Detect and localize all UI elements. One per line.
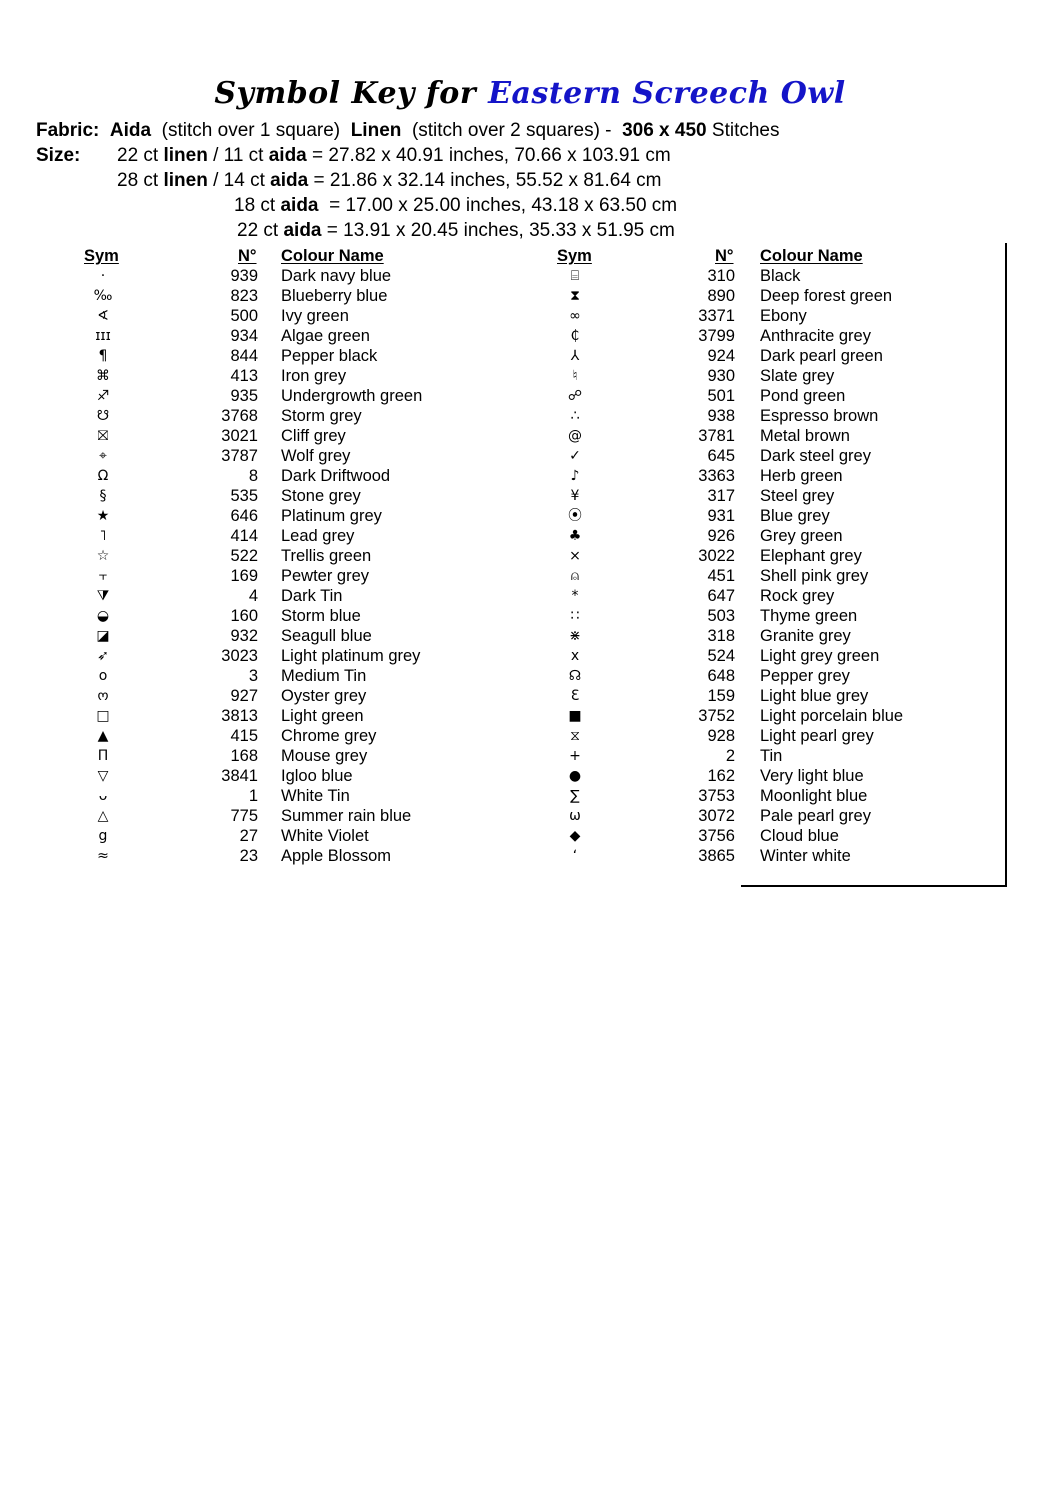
fabric-linen: Linen [350,120,402,141]
colour-name: Light green [281,707,364,725]
symbol-glyph-icon: · [100,268,106,284]
colour-name: Elephant grey [760,547,862,565]
size-sep: / 11 ct [207,145,269,166]
header-sym: Sym [557,247,592,265]
symbol-glyph-icon: ⨯ [569,548,581,564]
colour-name: Ebony [760,307,807,325]
colour-name: Undergrowth green [281,387,423,405]
size-dimensions: = 17.00 x 25.00 inches, 43.18 x 63.50 cm [318,195,678,216]
colour-name: Dark pearl green [760,347,883,365]
size-fabric: linen [163,145,208,166]
colour-name: Anthracite grey [760,327,871,345]
symbol-glyph-icon: ♐ [96,388,110,404]
colour-name: Chrome grey [281,727,377,745]
colour-name: Slate grey [760,367,835,385]
thread-number: 503 [707,607,735,625]
symbol-glyph-icon: ⛝ [97,428,109,444]
thread-number: 413 [230,367,258,385]
symbol-glyph-icon: ♪ [570,468,580,484]
colour-name: White Tin [281,787,350,805]
symbol-glyph-icon: § [99,488,107,504]
stitch-count: 306 x 450 [622,120,707,141]
thread-number: 3781 [698,427,735,445]
thread-number: 522 [230,547,258,565]
thread-number: 3023 [221,647,258,665]
thread-number: 3787 [221,447,258,465]
symbol-glyph-icon: ☍ [567,388,583,404]
right-border-line [1005,243,1007,886]
size-ct: 28 ct [117,170,159,191]
thread-number: 501 [707,387,735,405]
symbol-glyph-icon: ⧩ [96,588,110,604]
size-label [36,145,80,167]
thread-number: 3865 [698,847,735,865]
thread-number: 927 [230,687,258,705]
thread-number: 3813 [221,707,258,725]
symbol-glyph-icon: ɪɪɪ [95,328,111,344]
colour-name: Light grey green [760,647,880,665]
symbol-glyph-icon: ⦿ [568,508,582,524]
thread-number: 930 [707,367,735,385]
symbol-glyph-icon: ➶ [97,648,109,664]
colour-name: Tin [760,747,783,765]
thread-number: 317 [707,487,735,505]
thread-number: 4 [248,587,258,605]
colour-name: Algae green [281,327,370,345]
colour-name: Cloud blue [760,827,839,845]
colour-name: Storm blue [281,607,361,625]
size-label-text: Size: [36,145,81,166]
thread-number: 318 [707,627,735,645]
colour-name: Summer rain blue [281,807,412,825]
thread-number: 23 [239,847,258,865]
colour-name: Black [760,267,801,285]
header-num: N° [238,247,257,265]
size-dimensions: = 21.86 x 32.14 inches, 55.52 x 81.64 cm [308,170,662,191]
symbol-glyph-icon: ⅄ [570,348,580,364]
thread-number: 647 [707,587,735,605]
symbol-glyph-icon: ⌸ [570,268,580,284]
colour-name: Storm grey [281,407,362,425]
symbol-glyph-icon: ∴ [570,408,580,424]
colour-name: Pepper black [281,347,378,365]
thread-number: 3756 [698,827,735,845]
colour-name: Cliff grey [281,427,346,445]
size-dimensions: = 13.91 x 20.45 inches, 35.33 x 51.95 cm [321,220,675,241]
thread-number: 939 [230,267,258,285]
colour-name: Wolf grey [281,447,351,465]
size-ct: 22 ct [117,145,159,166]
colour-name: Pale pearl grey [760,807,871,825]
symbol-glyph-icon: * [571,588,579,604]
thread-number: 3752 [698,707,735,725]
colour-name: Dark navy blue [281,267,392,285]
symbol-glyph-icon: ʻ [572,848,578,864]
symbol-glyph-icon: Π [97,748,109,764]
thread-number: 3021 [221,427,258,445]
colour-name: Metal brown [760,427,850,445]
thread-number: 648 [707,667,735,685]
symbol-glyph-icon: ‰ [93,288,113,304]
colour-name: Pond green [760,387,846,405]
symbol-glyph-icon: ◆ [569,828,581,844]
symbol-glyph-icon: ო [97,688,109,704]
thread-number: 524 [707,647,735,665]
colour-name: Light blue grey [760,687,869,705]
colour-name: Ivy green [281,307,349,325]
size-fabric: aida [270,170,309,191]
thread-number: 935 [230,387,258,405]
symbol-glyph-icon: ⧖ [570,728,580,744]
colour-name: Platinum grey [281,507,382,525]
thread-number: 8 [248,467,258,485]
thread-number: 535 [230,487,258,505]
symbol-glyph-icon: ☆ [96,548,110,564]
symbol-glyph-icon: ☋ [96,408,110,424]
symbol-glyph-icon: ω [569,808,581,824]
colour-name: White Violet [281,827,369,845]
thread-number: 645 [707,447,735,465]
colour-name: Stone grey [281,487,361,505]
colour-name: Dark Tin [281,587,343,605]
size-sep: / 14 ct [207,170,271,191]
symbol-glyph-icon: ■ [568,708,582,724]
thread-number: 924 [707,347,735,365]
colour-name: Light pearl grey [760,727,874,745]
thread-number: 646 [230,507,258,525]
thread-number: 3072 [698,807,735,825]
header-colour-name: Colour Name [760,247,863,265]
size-ct: 18 ct [234,195,276,216]
thread-number: 168 [230,747,258,765]
thread-number: 890 [707,287,735,305]
colour-name: Blueberry blue [281,287,388,305]
symbol-glyph-icon: ● [568,768,582,784]
size-line-4 [237,220,675,242]
symbol-glyph-icon: ☊ [568,668,582,684]
thread-number: 1 [248,787,258,805]
symbol-glyph-icon: ∞ [569,308,581,324]
colour-name: Shell pink grey [760,567,869,585]
colour-name: Apple Blossom [281,847,392,865]
colour-name: Light platinum grey [281,647,421,665]
thread-number: 3841 [221,767,258,785]
colour-name: Moonlight blue [760,787,868,805]
symbol-glyph-icon: Ɛ [570,688,580,704]
symbol-glyph-icon: ♮ [572,368,578,384]
symbol-glyph-icon: ᴗ [98,788,108,804]
thread-number: 500 [230,307,258,325]
size-line-1 [117,145,671,167]
symbol-glyph-icon: ¥ [570,488,580,504]
symbol-glyph-icon: ⍝ [570,568,580,584]
thread-number: 823 [230,287,258,305]
thread-number: 310 [707,267,735,285]
colour-name: Lead grey [281,527,355,545]
thread-number: 2 [725,747,735,765]
size-fabric: aida [283,220,322,241]
symbol-glyph-icon: ⧗ [570,288,580,304]
symbol-glyph-icon: ∷ [570,608,580,624]
bottom-border-line [741,885,1007,887]
pattern-name: Eastern Screech Owl [488,76,846,111]
colour-name: Light porcelain blue [760,707,904,725]
symbol-glyph-icon: ∢ [97,308,109,324]
title-prefix: Symbol Key for [214,76,477,111]
symbol-glyph-icon: ˥ [99,528,107,544]
size-fabric: aida [268,145,307,166]
thread-number: 928 [707,727,735,745]
colour-name: Deep forest green [760,287,893,305]
symbol-glyph-icon: @ [568,428,582,444]
colour-name: Blue grey [760,507,830,525]
thread-number: 3768 [221,407,258,425]
thread-number: 3022 [698,547,735,565]
symbol-glyph-icon: Ω [97,468,109,484]
thread-number: 169 [230,567,258,585]
size-fabric: aida [280,195,319,216]
size-line-2 [117,170,662,192]
colour-name: Pepper grey [760,667,850,685]
colour-name: Iron grey [281,367,347,385]
fabric-aida: Aida [109,120,152,141]
thread-number: 3753 [698,787,735,805]
colour-name: Herb green [760,467,843,485]
thread-number: 415 [230,727,258,745]
colour-name: Granite grey [760,627,851,645]
colour-name: Espresso brown [760,407,879,425]
symbol-glyph-icon: ▲ [97,728,109,744]
symbol-glyph-icon: ≈ [97,848,109,864]
thread-number: 162 [707,767,735,785]
colour-name: Pewter grey [281,567,370,585]
fabric-linen-note: (stitch over 2 squares) - [411,120,612,141]
colour-name: Rock grey [760,587,835,605]
stitches-word: Stitches [711,120,780,141]
symbol-glyph-icon: g [98,828,108,844]
header-colour-name: Colour Name [281,247,384,265]
symbol-glyph-icon: ♣ [568,528,582,544]
symbol-glyph-icon: ★ [96,508,110,524]
symbol-glyph-icon: ₵ [570,328,580,344]
colour-name: Dark Driftwood [281,467,391,485]
thread-number: 844 [230,347,258,365]
thread-number: 3 [248,667,258,685]
thread-number: 932 [230,627,258,645]
thread-number: 159 [707,687,735,705]
fabric-line [36,120,779,142]
header-num: N° [715,247,734,265]
thread-number: 934 [230,327,258,345]
size-ct: 22 ct [237,220,279,241]
symbol-glyph-icon: ◒ [96,608,110,624]
document-title [0,76,1060,111]
thread-number: 451 [707,567,735,585]
symbol-glyph-icon: ◪ [96,628,110,644]
fabric-aida-note: (stitch over 1 square) [161,120,341,141]
colour-name: Steel grey [760,487,835,505]
symbol-glyph-icon: ⫟ [98,568,108,584]
thread-number: 160 [230,607,258,625]
thread-number: 3371 [698,307,735,325]
symbol-glyph-icon: ▽ [97,768,109,784]
symbol-glyph-icon: ¶ [98,348,108,364]
colour-name: Thyme green [760,607,858,625]
colour-name: Winter white [760,847,851,865]
colour-name: Mouse grey [281,747,368,765]
fabric-label: Fabric: [36,120,100,141]
symbol-glyph-icon: ⋇ [569,628,581,644]
thread-number: 27 [239,827,258,845]
colour-name: Seagull blue [281,627,372,645]
colour-name: Igloo blue [281,767,353,785]
colour-name: Medium Tin [281,667,367,685]
colour-name: Trellis green [281,547,372,565]
symbol-glyph-icon: △ [97,808,109,824]
symbol-glyph-icon: ∑ [570,788,580,804]
thread-number: 3799 [698,327,735,345]
size-fabric: linen [163,170,208,191]
symbol-glyph-icon: x [570,648,580,664]
symbol-glyph-icon: □ [96,708,110,724]
header-sym: Sym [84,247,119,265]
symbol-glyph-icon: o [98,668,108,684]
thread-number: 938 [707,407,735,425]
size-line-3 [234,195,677,217]
symbol-glyph-icon: ⌖ [99,448,107,464]
symbol-glyph-icon: + [569,748,581,764]
thread-number: 3363 [698,467,735,485]
colour-name: Dark steel grey [760,447,871,465]
size-dimensions: = 27.82 x 40.91 inches, 70.66 x 103.91 cm [306,145,671,166]
thread-number: 775 [230,807,258,825]
colour-name: Oyster grey [281,687,367,705]
colour-name: Very light blue [760,767,864,785]
symbol-glyph-icon: ✓ [569,448,581,464]
thread-number: 931 [707,507,735,525]
thread-number: 414 [230,527,258,545]
colour-name: Grey green [760,527,843,545]
symbol-glyph-icon: ⌘ [96,368,110,384]
thread-number: 926 [707,527,735,545]
